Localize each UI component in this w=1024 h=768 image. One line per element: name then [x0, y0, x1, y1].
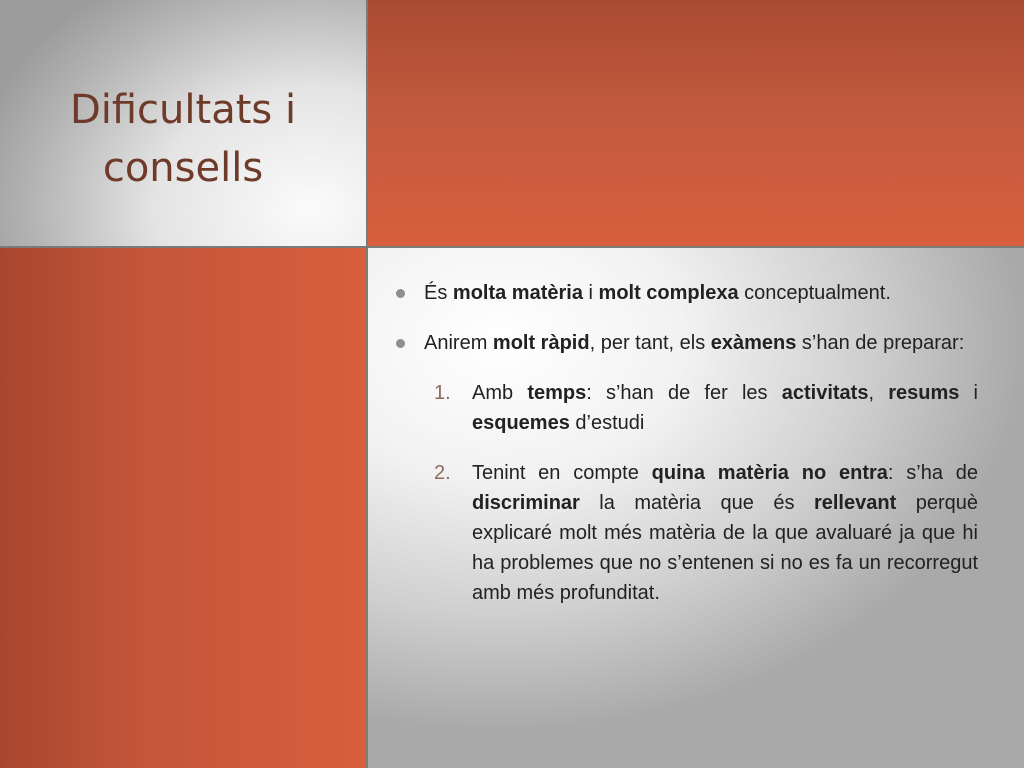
bold-text-segment: rellevant — [813, 492, 897, 514]
slide-title: Dificultats i consells — [69, 86, 297, 191]
bullet-item — [392, 278, 978, 308]
decorative-orange-panel-left — [0, 248, 366, 768]
text-segment: d’estudi — [569, 412, 645, 434]
text-segment: És — [424, 282, 453, 304]
text-segment: la matèria que és — [579, 492, 814, 514]
text-segment: i — [959, 382, 978, 404]
bold-text-segment: molt complexa — [598, 282, 739, 304]
decorative-orange-panel-top — [368, 0, 1024, 246]
text-segment: conceptualment. — [738, 282, 891, 304]
text-segment: i — [582, 282, 599, 304]
bullet-text — [424, 282, 891, 304]
text-segment: : s’ha de — [887, 462, 978, 484]
bullet-item — [392, 328, 978, 358]
text-segment: : s’han de fer les — [586, 382, 782, 404]
bold-text-segment: exàmens — [710, 332, 797, 354]
text-segment: perquè explicaré molt més matèria de la que avaluaré ja que hi ha problemes que no s’entenen si no es fa un recorregut amb més profunditat. — [472, 492, 978, 604]
text-segment: Amb — [472, 382, 528, 404]
bold-text-segment: resums — [888, 382, 960, 404]
bullet-dot-icon — [396, 339, 405, 348]
numbered-item — [392, 378, 978, 438]
numbered-text — [472, 382, 978, 434]
bold-text-segment: temps — [527, 382, 587, 404]
bold-text-segment: esquemes — [472, 412, 570, 434]
text-segment: s’han de preparar: — [796, 332, 965, 354]
content-body — [392, 278, 978, 628]
bold-text-segment: molt ràpid — [492, 332, 590, 354]
bold-text-segment: activitats — [781, 382, 869, 404]
bold-text-segment: molta matèria — [452, 282, 583, 304]
text-segment: Anirem — [424, 332, 493, 354]
bullet-dot-icon — [396, 289, 405, 298]
bold-text-segment: discriminar — [472, 492, 580, 514]
bullet-text — [424, 332, 964, 354]
numbered-text — [472, 462, 978, 604]
text-segment: , — [868, 382, 889, 404]
text-segment: , per tant, els — [589, 332, 711, 354]
text-segment: Tenint en compte — [472, 462, 652, 484]
list-number: 2. — [434, 462, 451, 484]
list-number: 1. — [434, 382, 451, 404]
numbered-item — [392, 458, 978, 608]
bold-text-segment: quina matèria no entra — [651, 462, 888, 484]
